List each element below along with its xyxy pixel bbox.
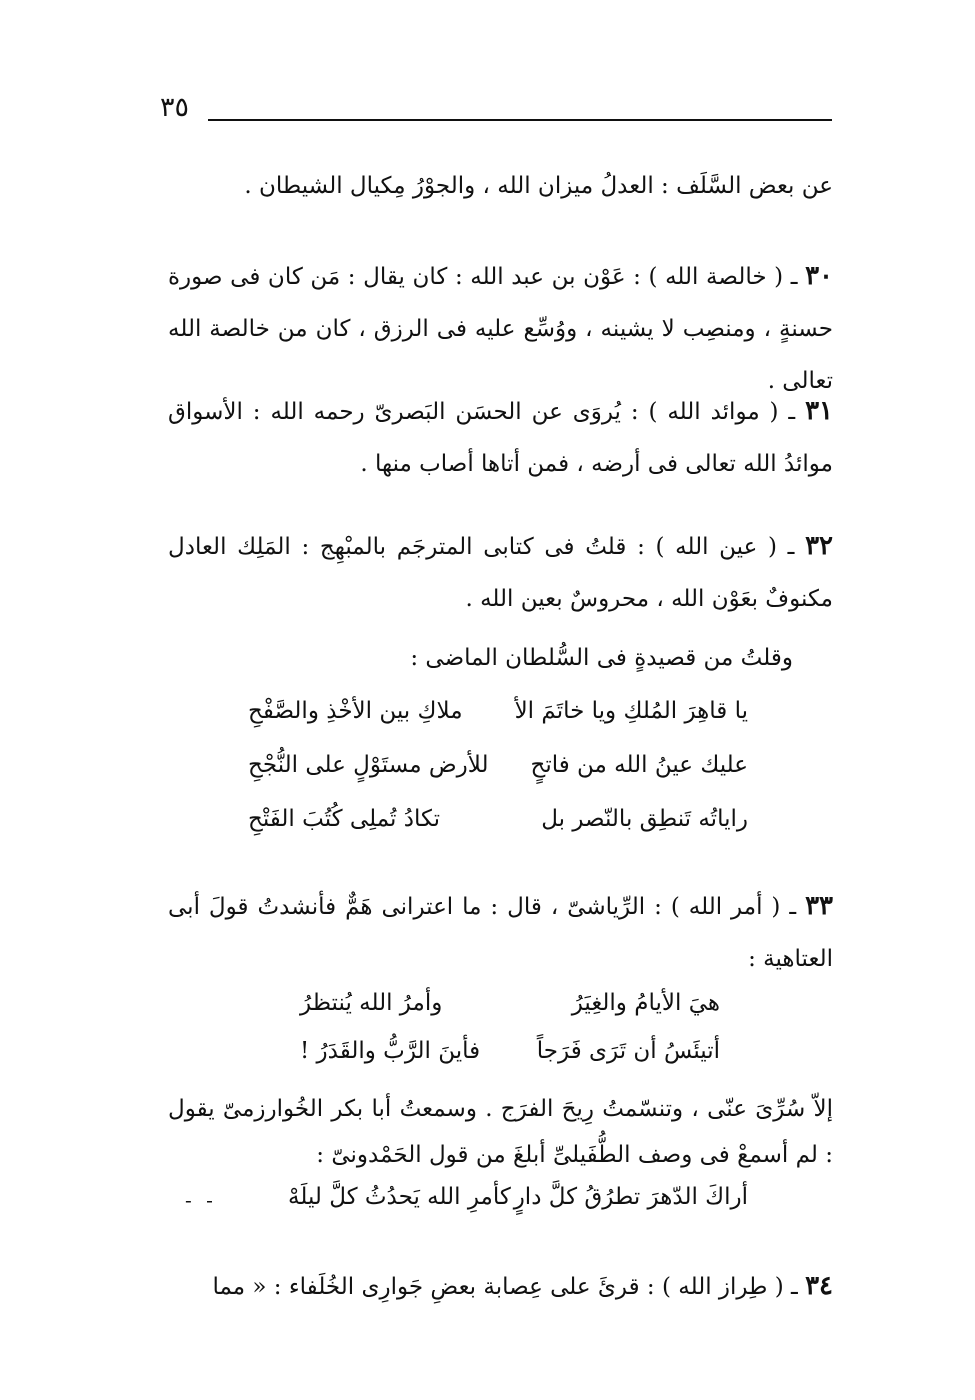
intro-line: عن بعض السَّلَف : العدلُ ميزان الله ، والجوْرُ مِكيال الشيطان . [244,173,833,199]
verse-line [248,698,748,734]
verse-line [288,1184,748,1220]
entry-text: ـ ( طِراز الله ) : قرئَ على عِصابة بعضِ جَوارِى الخُلَفاء : « مما [212,1274,798,1300]
entry-31 [168,385,833,490]
entry-number: ٣٤ [805,1271,833,1301]
entry-32 [168,520,833,625]
verse-first-half: يا قاهِرَ المُلكِ ويا خاتَمَ الأ [514,698,748,724]
entry-number: ٣٠ [805,261,834,291]
poem-intro: وقلتُ من قصيدةٍ فى السُّلطان الماضى : [410,645,793,671]
entry-34 [168,1260,833,1313]
entry-number: ٣٣ [805,891,833,921]
entry-number: ٣٢ [805,531,834,561]
verse-line [248,806,748,842]
entry-number: ٣١ [805,396,833,426]
verse-second-half: ملاكِ بين الأخْذِ والصَّفْحِ [248,698,463,724]
verse-first-half: أراكَ الدّهرَ تطرُقُ كلَّ دارٍ [513,1184,748,1210]
entry-text: ـ ( موائد الله ) : يُروَى عن الحسَن البَصرىّ رحمه الله : الأسواق موائدُ الله تعالى فى أرضه ، فمن أتاها أصاب منها . [168,399,833,477]
dash-mark: - - [185,1188,217,1212]
verse-first-half: عليك عينُ الله من فاتحٍ [530,752,748,778]
verse-second-half: وأمرُ الله يُنتظرُ [300,990,443,1016]
verse-first-half: راياتُه تَنطِق بالنّصر بل [541,806,748,832]
verse-second-half: كأمرِ الله يَحدُثُ كلَّ ليلَهْ [288,1184,511,1210]
verse-second-half: للأرض مستَوْلٍ على النُّجْحِ [248,752,489,778]
entry-33 [168,880,833,985]
verse-second-half: تكادُ تُملِى كُتُبَ الفَتْحِ [248,806,441,832]
page-number: ٣٥ [160,92,190,123]
page-header [160,92,832,132]
verse-second-half: فأينَ الرَّبُّ والقَدَرُ ! [300,1038,481,1064]
entry-text: ـ ( أمر الله ) : الرِّياشىّ ، قال : ما اعترانى هَمٌّ فأنشدتُ قولَ أبى العتاهية : [168,894,833,972]
verse-line [300,990,720,1026]
verse-line [300,1038,720,1074]
entry-30 [168,250,833,407]
header-rule [208,119,832,121]
entry-33-continuation: إلاّ سُرِّىَ عنّى ، وتنسّمتُ رِيحَ الفرَج . وسمعتُ أبا بكر الخُوارزمىّ يقول : لم أسمعْ فى وصف الطُّفَيلىِّ أبلغَ من قول الحَمْدونىّ : [168,1096,833,1168]
verse-line [248,752,748,788]
entry-text: ـ ( خالصة الله ) : عَوْن بن عبد الله : كان يقال : مَن كان فى صورة حسنةٍ ، ومنصِب لا يشينه ، ووُسِّع عليه فى الرزق ، كان من خالصة الله تعالى . [168,264,833,394]
verse-first-half: هيَ الأيامُ والغِيَرُ [571,990,720,1016]
entry-text: ـ ( عين الله ) : قلتُ فى كتابى المترجَم بالمبْهِج : المَلِك العادل مكنوفٌ بعَوْن الله ، محروسٌ بعين الله . [168,534,833,612]
verse-first-half: أتيئَسُ أن تَرَى فَرَجاً [536,1038,720,1064]
